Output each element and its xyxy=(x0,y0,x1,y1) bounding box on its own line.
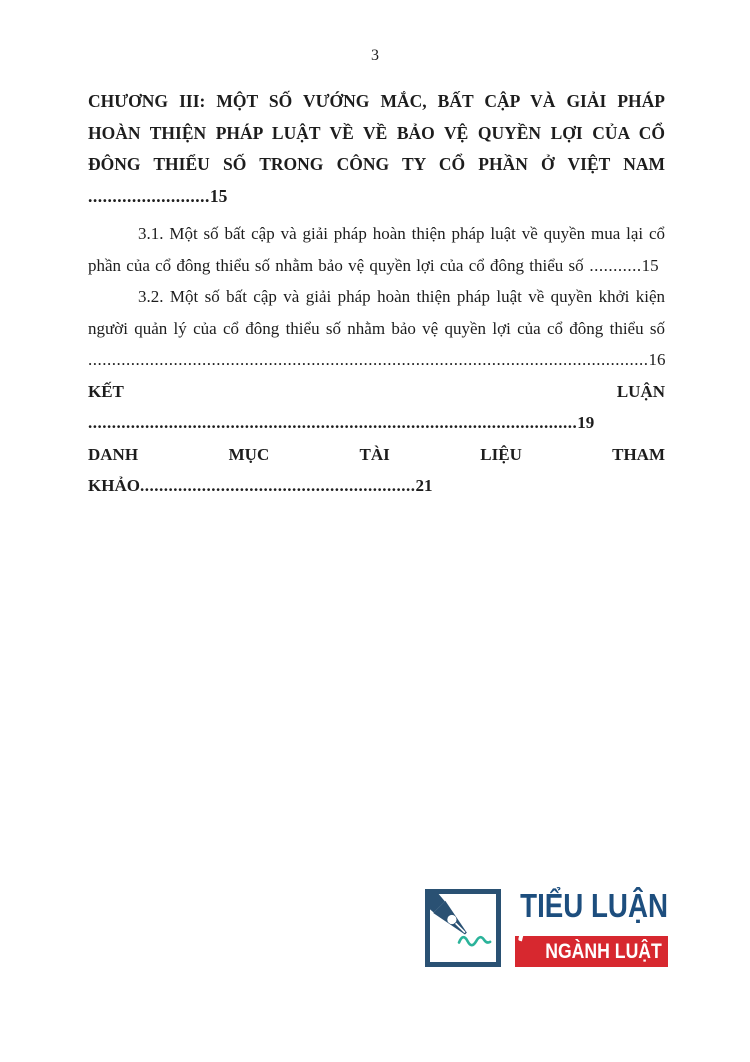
toc-entry-3-2 xyxy=(88,281,665,376)
toc-entry-page: 16 xyxy=(648,350,666,369)
toc-entry-page: 15 xyxy=(641,255,659,275)
logo-badge xyxy=(515,936,668,967)
badge-tick-mark xyxy=(518,932,524,942)
toc-entry-text: DANH MỤC TÀI LIỆU THAM KHẢO xyxy=(88,444,665,495)
toc-entry-page: 19 xyxy=(577,413,595,432)
toc-entry-page: 21 xyxy=(415,476,433,495)
toc-entry-chapter-3 xyxy=(88,86,665,212)
logo-text-column xyxy=(511,889,668,967)
page-number: 3 xyxy=(371,47,379,64)
toc-entry-references xyxy=(88,439,665,502)
dot-leader: ......................... xyxy=(88,185,210,206)
toc-entry-text: 3.2. Một số bất cập và giải pháp hoàn thiện pháp luật về quyền khởi kiện người quản lý của cổ đông thiểu số nhằm bảo vệ quyền lợi của cổ đông thiểu số xyxy=(88,287,665,338)
toc-entry-text: KẾT LUẬN xyxy=(88,381,665,401)
brand-logo xyxy=(425,889,668,967)
toc-entry-conclusion xyxy=(88,376,665,439)
toc-entry-text: 3.1. Một số bất cập và giải pháp hoàn thiện pháp luật về quyền mua lại cổ phần của cổ đông thiểu số nhằm bảo vệ quyền lợi của cổ đông thiểu số xyxy=(88,224,665,275)
dot-leader: ....................................................................................................... xyxy=(88,413,578,432)
toc-entry-3-1 xyxy=(88,218,665,281)
logo-subtitle: NGÀNH LUẬT xyxy=(545,940,662,963)
pen-nib-icon xyxy=(425,889,501,967)
table-of-contents xyxy=(88,86,665,502)
toc-entry-text: CHƯƠNG III: MỘT SỐ VƯỚNG MẮC, BẤT CẬP VÀ GIẢI PHÁP HOÀN THIỆN PHÁP LUẬT VỀ VỀ BẢO VỆ QUYỀN LỢI CỦA CỔ ĐÔNG THIỂU SỐ TRONG CÔNG TY CỔ PHẦN Ở VIỆT NAM xyxy=(88,91,665,174)
dot-leader: .......................................................... xyxy=(139,476,416,495)
logo-title: TIỂU LUẬN xyxy=(520,887,668,924)
dot-leader: ........... xyxy=(583,255,642,275)
dot-leader: ...................................................................................................................... xyxy=(88,350,649,369)
toc-entry-page: 15 xyxy=(209,185,228,206)
